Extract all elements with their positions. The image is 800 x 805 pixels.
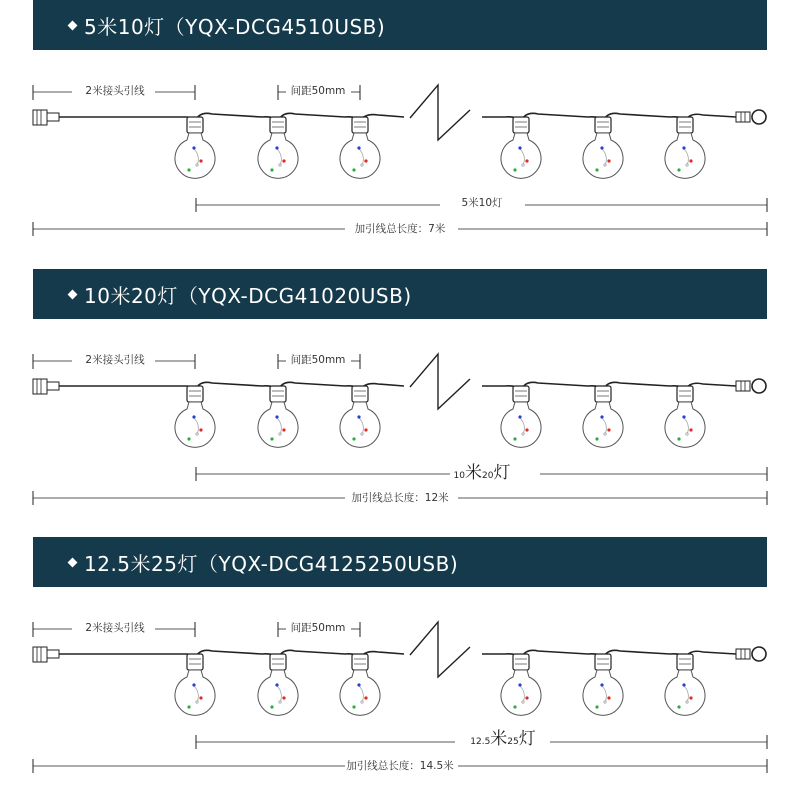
cable [59,117,195,121]
led-green [513,437,516,440]
led-green [352,168,355,171]
light-bulb-icon [175,670,215,715]
led-white [279,164,281,166]
cable [278,650,360,658]
string-light-diagram [0,0,800,268]
led-blue [600,146,603,149]
bulb-socket [677,654,693,670]
hanging-ring-icon [752,110,766,124]
light-bulb-icon [583,133,623,178]
led-red [282,696,285,699]
connector-plug-icon [33,110,47,125]
light-bulb-icon [583,402,623,447]
cable [603,113,685,121]
led-blue [682,415,685,418]
led-white [361,433,363,435]
led-white [686,701,688,703]
bulb-socket [187,117,203,133]
light-bulb-icon [665,133,705,178]
connector-neck [47,382,59,390]
led-green [187,437,190,440]
bulb-socket [352,386,368,402]
led-green [513,705,516,708]
led-blue [192,683,195,686]
bulb-socket [187,386,203,402]
led-blue [600,683,603,686]
break-symbol-icon [410,354,470,409]
light-bulb-icon [340,670,380,715]
section-title: 10米20灯（YQX-DCG41020USB) [84,283,412,308]
end-connector-icon [736,649,750,659]
led-white [604,164,606,166]
light-bulb-icon [583,670,623,715]
bulb-socket [677,117,693,133]
led-red [689,696,692,699]
light-count: 25 [507,737,519,747]
led-green [513,168,516,171]
led-green [270,437,273,440]
led-green [187,168,190,171]
led-green [187,705,190,708]
led-white [196,164,198,166]
light-bulb-icon [340,402,380,447]
led-green [595,168,598,171]
bulb-socket [270,654,286,670]
led-blue [357,146,360,149]
led-green [595,705,598,708]
led-red [199,696,202,699]
light-string [33,85,767,236]
led-white [522,433,524,435]
led-white [196,701,198,703]
bulb-socket [270,386,286,402]
led-red [525,696,528,699]
light-count: 20 [482,471,494,481]
section-10m-20-lights [0,269,800,537]
lead-wire-label: 2米接头引线 [85,622,145,634]
led-white [686,164,688,166]
light-bulb-icon [501,670,541,715]
length-unit: 米 [490,729,508,749]
total-length-label: 加引线总长度：12米 [351,492,449,504]
led-white [522,164,524,166]
connector-neck [47,113,59,121]
cable [59,386,195,390]
section-title: 12.5米25灯（YQX-DCG4125250USB) [84,551,459,576]
length-unit: 米 [465,463,482,483]
light-string [33,622,767,773]
led-red [364,696,367,699]
light-unit: 灯 [493,463,511,483]
bulb-socket [352,654,368,670]
string-light-diagram [0,537,800,805]
cable [521,113,603,121]
string-length-label: 5米10灯 [461,197,503,209]
led-white [361,164,363,166]
led-green [270,705,273,708]
hanging-ring-icon [752,647,766,661]
led-red [607,696,610,699]
led-blue [192,415,195,418]
string-length-label [454,463,511,483]
led-blue [275,146,278,149]
led-red [282,428,285,431]
led-white [196,433,198,435]
cable [603,650,685,658]
led-white [604,701,606,703]
light-bulb-icon [175,133,215,178]
light-bulb-icon [501,402,541,447]
light-bulb-icon [258,670,298,715]
led-blue [682,146,685,149]
cable [195,650,278,658]
cable [195,382,278,390]
bulb-socket [595,386,611,402]
cable [603,382,685,390]
led-red [607,428,610,431]
led-red [364,428,367,431]
cable [521,650,603,658]
end-connector-icon [736,381,750,391]
led-blue [600,415,603,418]
length-value: 10 [453,471,465,481]
led-red [282,159,285,162]
cable [521,382,603,390]
led-blue [275,415,278,418]
led-blue [357,683,360,686]
light-bulb-icon [665,402,705,447]
led-red [525,428,528,431]
total-length-label: 加引线总长度：14.5米 [346,760,454,772]
led-green [677,437,680,440]
lead-wire-label: 2米接头引线 [85,85,145,97]
light-bulb-icon [340,133,380,178]
led-red [199,428,202,431]
length-value: 12.5 [470,737,491,747]
connector-plug-icon [33,647,47,662]
led-blue [518,683,521,686]
connector-neck [47,650,59,658]
led-blue [518,415,521,418]
cable [195,113,278,121]
section-5m-10-lights [0,0,800,268]
cable [59,654,195,658]
end-connector-icon [736,112,750,122]
section-title: 5米10灯（YQX-DCG4510USB) [84,14,386,39]
led-green [270,168,273,171]
led-blue [275,683,278,686]
section-12-5m-25-lights [0,537,800,805]
light-bulb-icon [501,133,541,178]
led-green [677,168,680,171]
lead-wire-label: 2米接头引线 [85,354,145,366]
led-red [199,159,202,162]
cable [278,382,360,390]
led-red [525,159,528,162]
light-string [33,354,767,505]
light-bulb-icon [175,402,215,447]
total-length-label: 加引线总长度：7米 [354,223,446,235]
light-unit: 灯 [518,729,536,749]
light-bulb-icon [258,402,298,447]
led-blue [682,683,685,686]
led-white [604,433,606,435]
led-white [686,433,688,435]
led-white [279,701,281,703]
led-green [595,437,598,440]
led-white [522,701,524,703]
connector-plug-icon [33,379,47,394]
led-green [352,437,355,440]
led-red [364,159,367,162]
bulb-socket [187,654,203,670]
spacing-label: 间距50mm [290,622,346,634]
bulb-socket [595,654,611,670]
spacing-label: 间距50mm [290,85,346,97]
led-blue [357,415,360,418]
break-symbol-icon [410,622,470,677]
led-blue [192,146,195,149]
light-bulb-icon [258,133,298,178]
bulb-socket [270,117,286,133]
bulb-socket [595,117,611,133]
hanging-ring-icon [752,379,766,393]
light-bulb-icon [665,670,705,715]
led-green [677,705,680,708]
bulb-socket [677,386,693,402]
bulb-socket [513,386,529,402]
bulb-socket [513,117,529,133]
spacing-label: 间距50mm [290,354,346,366]
led-green [352,705,355,708]
led-red [607,159,610,162]
led-red [689,159,692,162]
led-blue [518,146,521,149]
led-white [279,433,281,435]
bulb-socket [513,654,529,670]
bulb-socket [352,117,368,133]
cable [278,113,360,121]
string-light-diagram [0,269,800,537]
led-white [361,701,363,703]
break-symbol-icon [410,85,470,140]
led-red [689,428,692,431]
string-length-label [470,729,536,749]
